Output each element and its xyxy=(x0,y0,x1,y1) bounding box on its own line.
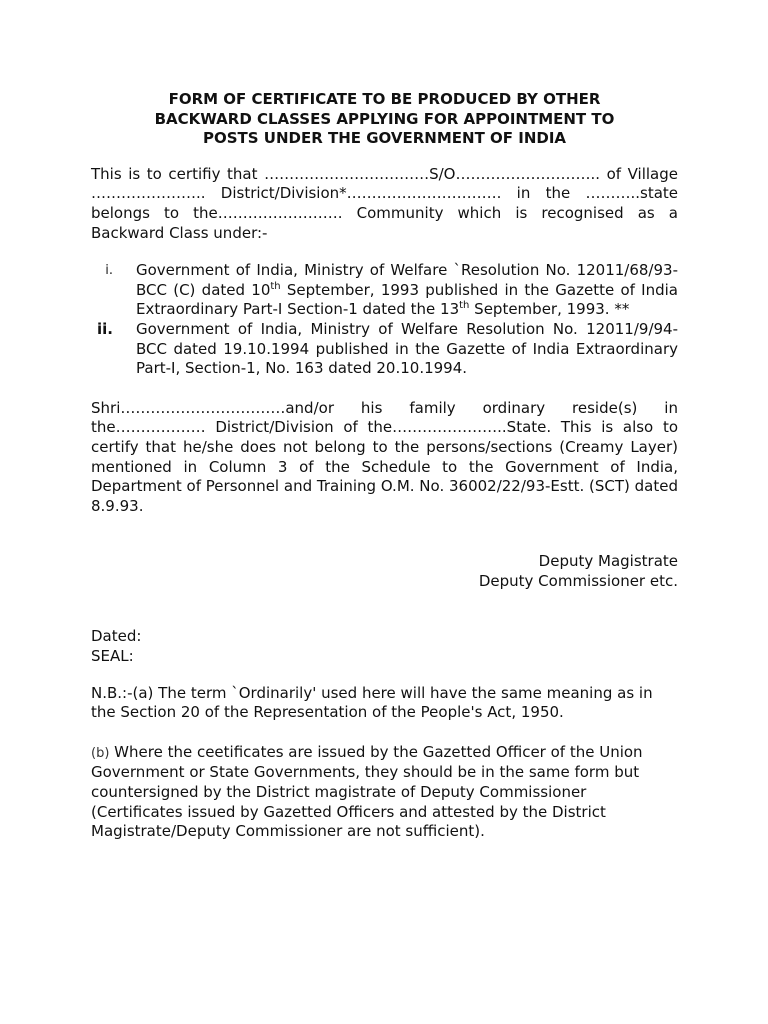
document-title xyxy=(91,90,678,149)
list-item xyxy=(91,261,678,320)
signature-title-1: Deputy Magistrate xyxy=(538,552,678,571)
note-b xyxy=(91,743,678,842)
dated-label: Dated: xyxy=(91,627,142,646)
list-item-text: Government of India, Ministry of Welfare Resolution No. 12011/9/94-BCC dated 19.10.1994 published in the Gazette of India Extraordinary Part-I, Section-1, No. 163 dated 20.10.1994. xyxy=(136,319,678,378)
title-line-1: FORM OF CERTIFICATE TO BE PRODUCED BY OTHER xyxy=(168,90,601,108)
dated-seal-block xyxy=(91,627,678,666)
title-line-2: BACKWARD CLASSES APPLYING FOR APPOINTMENT TO xyxy=(154,109,615,128)
list-marker: i. xyxy=(105,263,113,279)
intro-paragraph: This is to certifiy that ……………………………S/O……………………….. of Village ………………….. District/Division*…………………………. in the ………..state belongs to the……………………. Community which is recognised as a Backward Class under:- xyxy=(91,164,678,242)
residence-paragraph: Shri……………………………and/or his family ordinary reside(s) in the……………… District/Division of the…………………..State. This is also to certify that he/she does not belong to the persons/sections (Creamy Layer) mentioned in Column 3 of the Schedule to the Government of India, Department of Personnel and Training O.M. No. 36002/22/93-Estt. (SCT) dated 8.9.93. xyxy=(91,398,678,515)
note-b-text: Where the ceetificates are issued by the Gazetted Officer of the Union Government or State Governments, they should be in the same form but countersigned by the District magistrate of Deputy Commissioner (Certificates issued by Gazetted Officers and attested by the District Magistrate/Deputy Commissioner are not sufficient). xyxy=(91,742,643,841)
resolution-list xyxy=(91,261,678,379)
note-a: N.B.:-(a) The term `Ordinarily' used here will have the same meaning as in the Section 20 of the Representation of the People's Act, 1950. xyxy=(91,683,653,722)
list-marker: ii. xyxy=(97,319,113,338)
title-line-3: POSTS UNDER THE GOVERNMENT OF INDIA xyxy=(202,129,567,148)
note-b-marker: (b) xyxy=(91,745,110,761)
list-item xyxy=(91,320,678,379)
certificate-document xyxy=(91,90,678,842)
signature-title-2: Deputy Commissioner etc. xyxy=(478,571,678,590)
seal-label: SEAL: xyxy=(91,647,134,666)
list-item-text: Government of India, Ministry of Welfare `Resolution No. 12011/68/93-BCC (C) dated 10th September, 1993 published in the Gazette of India Extraordinary Part-I Section-1 dated the 13th September, 1993. ** xyxy=(136,261,678,319)
signature-block xyxy=(91,552,678,591)
